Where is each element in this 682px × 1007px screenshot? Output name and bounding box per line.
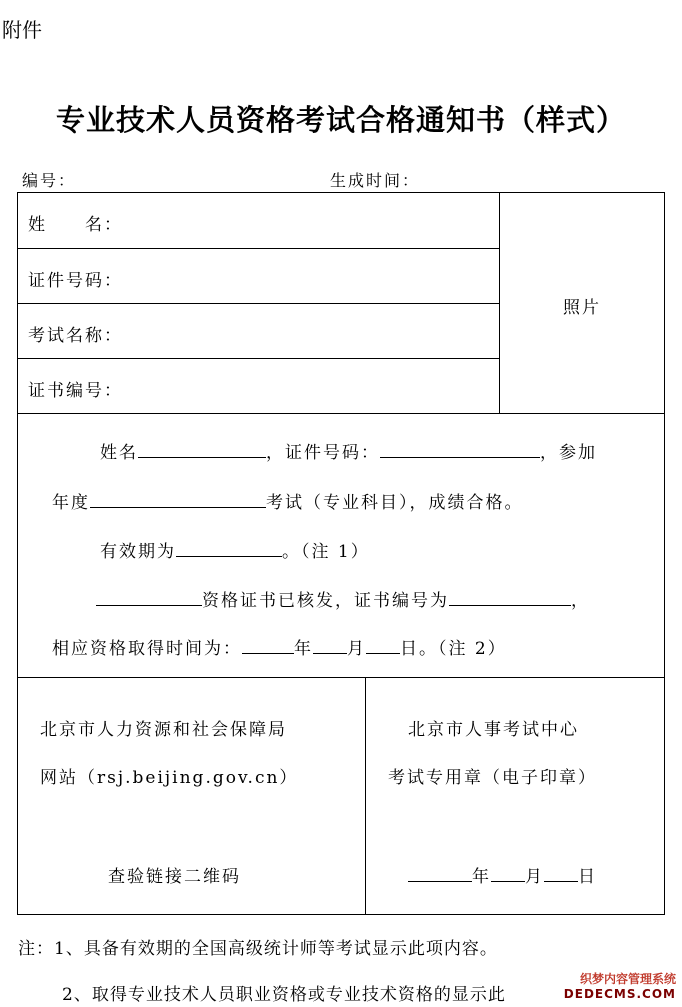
section-divider bbox=[17, 677, 665, 678]
year-blank bbox=[408, 863, 472, 882]
cert-end: ， bbox=[571, 591, 590, 611]
issuer-org: 北京市人力资源和社会保障局 bbox=[40, 720, 287, 740]
day-blank bbox=[366, 635, 400, 654]
name-blank bbox=[138, 439, 266, 458]
statement-line-2 bbox=[52, 488, 524, 513]
day-unit: 日 bbox=[578, 867, 597, 887]
id-number-label: 证件号码： bbox=[28, 271, 123, 291]
bottom-divider bbox=[365, 677, 366, 915]
row-divider bbox=[17, 358, 500, 359]
id-text: ，证件号码： bbox=[266, 443, 380, 463]
statement-line-5 bbox=[52, 634, 507, 659]
watermark bbox=[564, 970, 676, 1001]
exam-seal-label: 考试专用章（电子印章） bbox=[388, 768, 597, 788]
statement-line-4 bbox=[96, 586, 590, 611]
attachment-label: 附件 bbox=[2, 18, 42, 42]
time-text: 相应资格取得时间为： bbox=[52, 639, 242, 659]
year-blank bbox=[90, 489, 266, 508]
issue-date bbox=[408, 862, 597, 887]
photo-divider bbox=[499, 192, 500, 414]
number-label: 编号： bbox=[22, 171, 77, 190]
note-1: 注：1、具备有效期的全国高级统计师等考试显示此项内容。 bbox=[18, 939, 498, 959]
month-blank bbox=[491, 863, 525, 882]
month-unit: 月 bbox=[347, 639, 366, 659]
name-text: 姓名 bbox=[100, 443, 138, 463]
generated-time-label: 生成时间： bbox=[330, 171, 421, 190]
cert-text: 资格证书已核发，证书编号为 bbox=[202, 591, 449, 611]
statement-line-3 bbox=[100, 537, 370, 562]
exam-center-org: 北京市人事考试中心 bbox=[408, 720, 579, 740]
valid-blank bbox=[176, 538, 282, 557]
statement-line-1 bbox=[100, 438, 597, 463]
row-divider bbox=[17, 248, 500, 249]
join-text: ，参加 bbox=[540, 443, 597, 463]
watermark-line-1: 织梦内容管理系统 bbox=[579, 972, 676, 986]
name-label: 姓 名： bbox=[28, 215, 123, 235]
year-text: 年度 bbox=[52, 493, 90, 513]
year-unit: 年 bbox=[294, 639, 313, 659]
exam-text: 考试（专业科目），成绩合格。 bbox=[266, 493, 524, 513]
page-title: 专业技术人员资格考试合格通知书（样式） bbox=[55, 103, 626, 137]
table-border-right bbox=[664, 192, 665, 915]
qr-code-label: 查验链接二维码 bbox=[108, 867, 241, 887]
note-2: 2、取得专业技术人员职业资格或专业技术资格的显示此 bbox=[62, 985, 506, 1005]
certificate-number-label: 证书编号： bbox=[28, 381, 123, 401]
issuer-website: 网站（rsj.beijing.gov.cn） bbox=[40, 768, 299, 788]
exam-name-label: 考试名称： bbox=[28, 326, 123, 346]
id-blank bbox=[380, 439, 540, 458]
table-border-top bbox=[17, 192, 665, 193]
month-blank bbox=[313, 635, 347, 654]
month-unit: 月 bbox=[525, 867, 544, 887]
valid-text: 有效期为 bbox=[100, 542, 176, 562]
table-border-bottom bbox=[17, 914, 665, 915]
photo-label: 照片 bbox=[563, 298, 601, 318]
cert-number-blank bbox=[449, 587, 571, 606]
watermark-line-2: DEDECMS.COM bbox=[563, 987, 676, 1001]
day-blank bbox=[544, 863, 578, 882]
qualification-blank bbox=[96, 587, 202, 606]
section-divider bbox=[17, 413, 665, 414]
table-border-left bbox=[17, 192, 18, 915]
day-unit: 日。（注 2） bbox=[400, 639, 507, 659]
year-unit: 年 bbox=[472, 867, 491, 887]
note1-ref: 。（注 1） bbox=[282, 542, 370, 562]
year-blank bbox=[242, 635, 294, 654]
row-divider bbox=[17, 303, 500, 304]
